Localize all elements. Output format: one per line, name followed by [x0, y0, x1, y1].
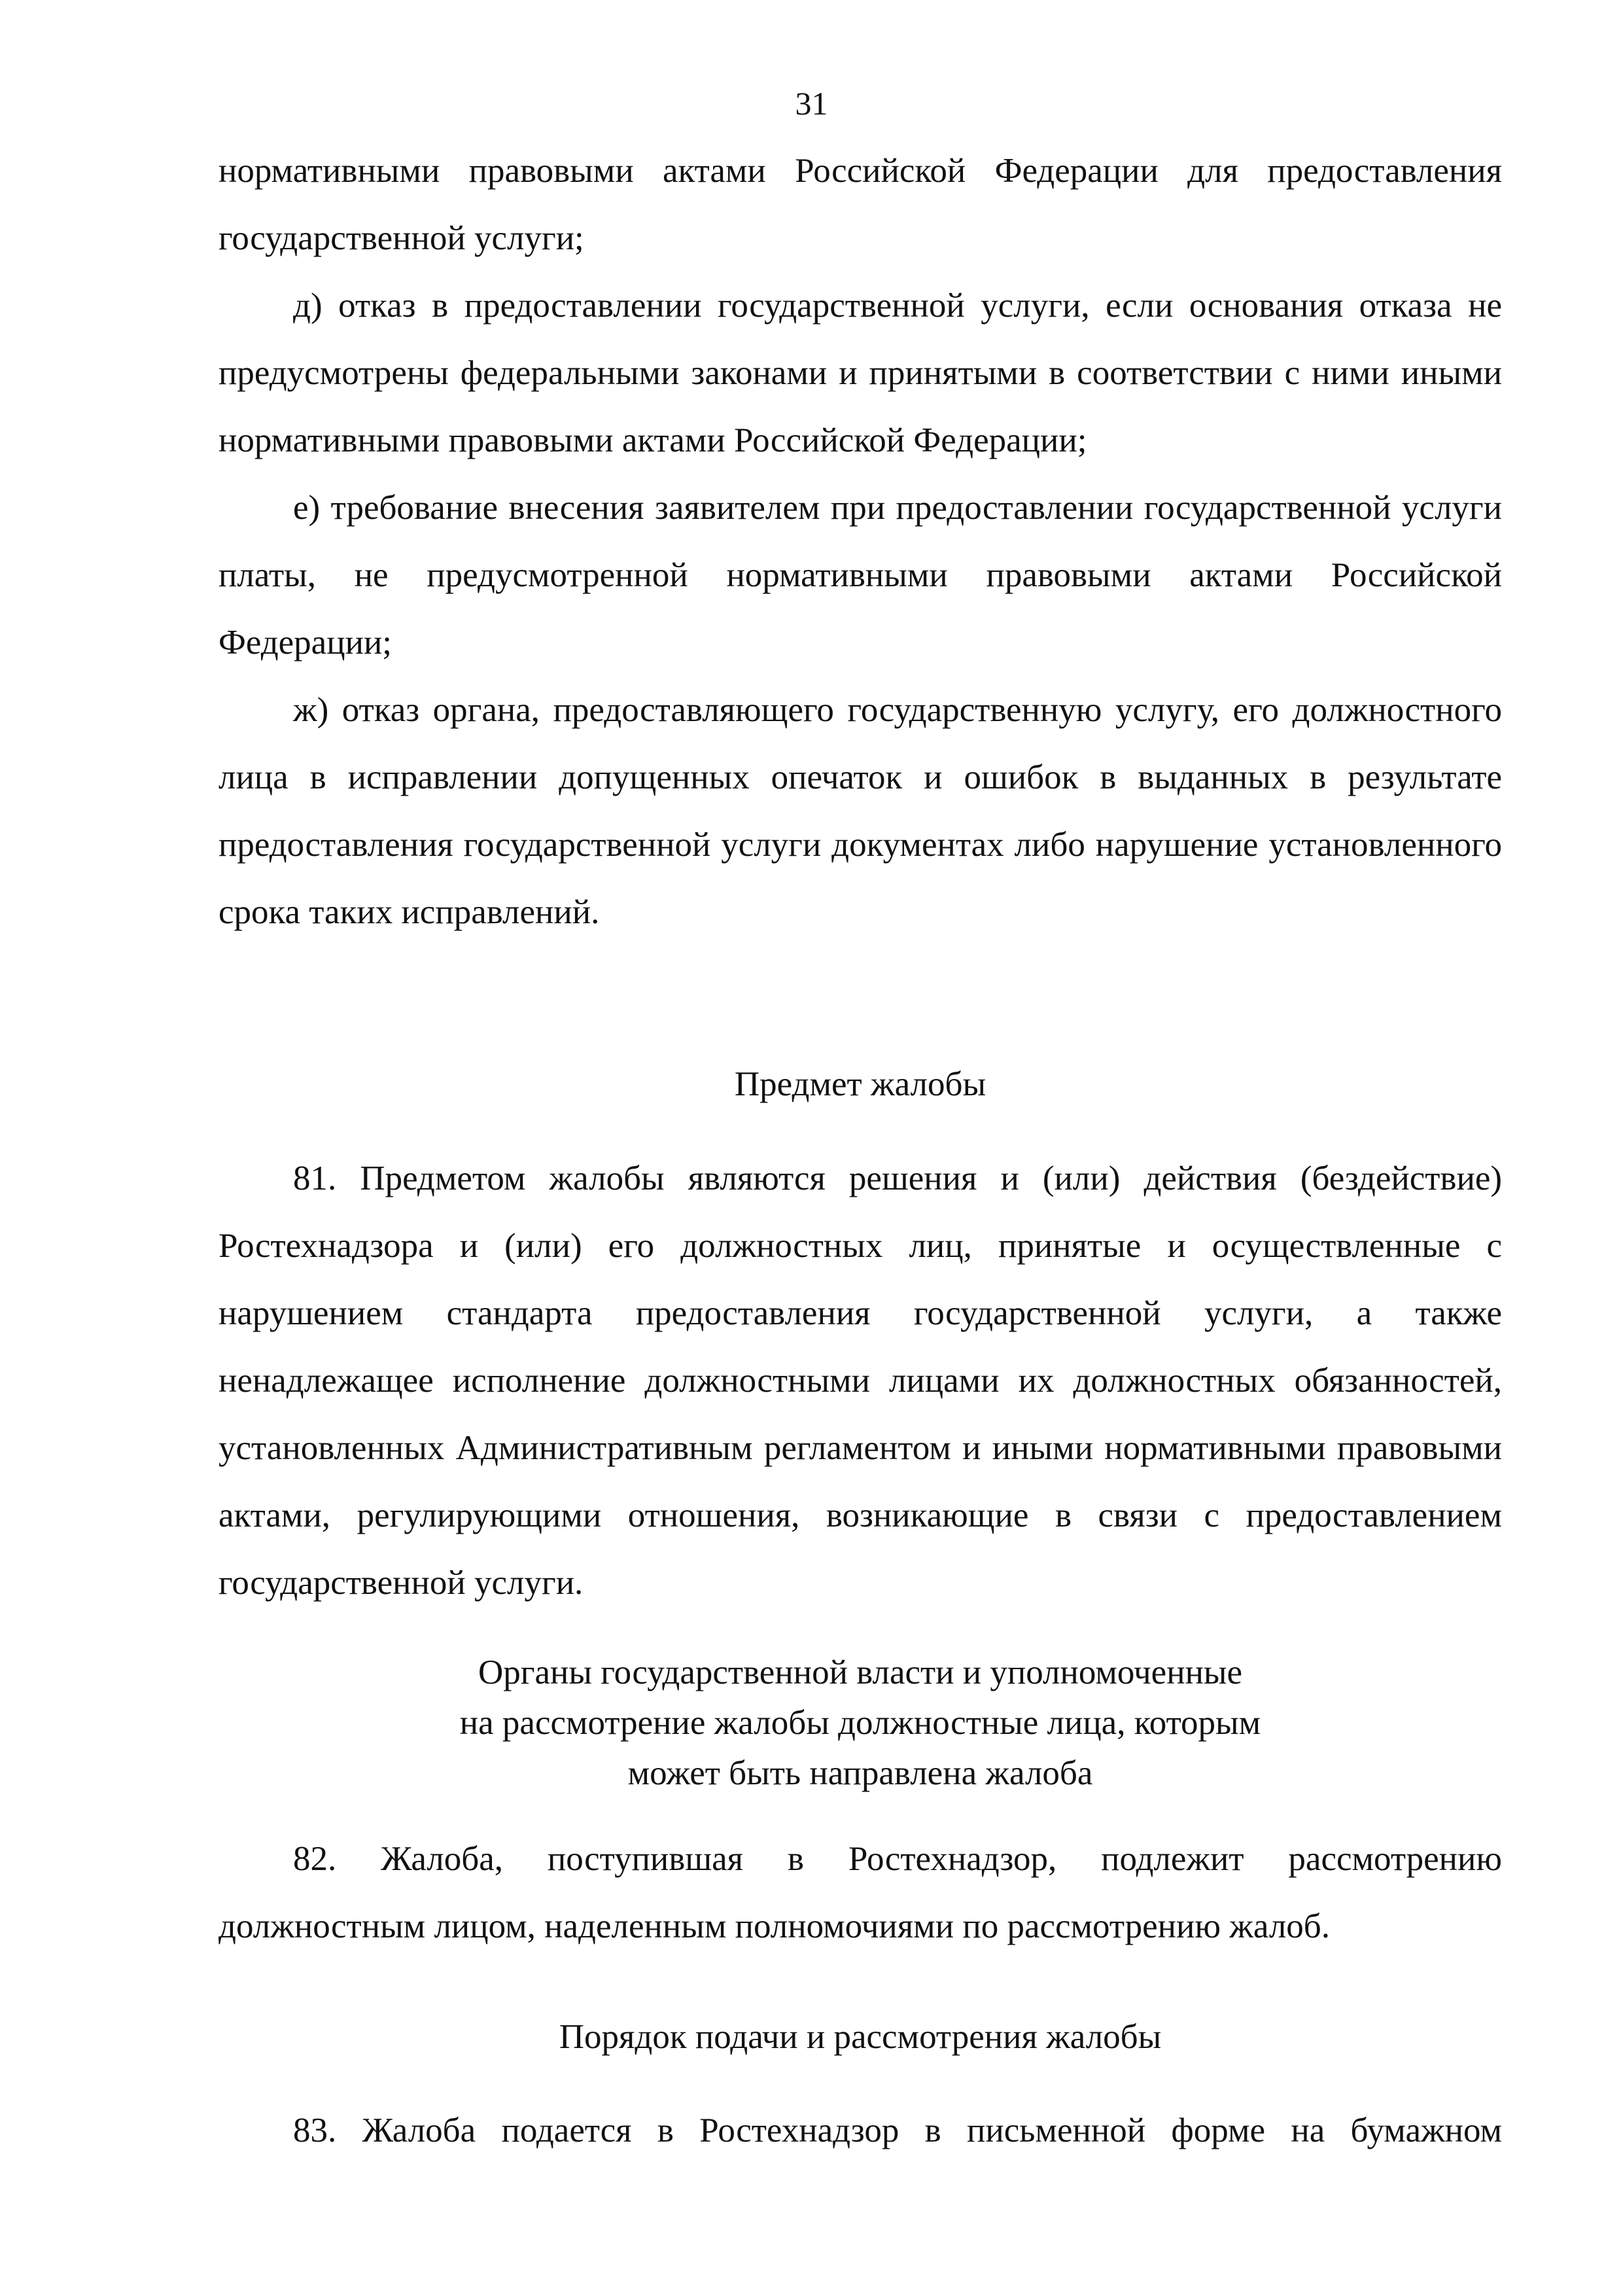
- section-heading-subject: Предмет жалобы: [734, 1065, 986, 1103]
- section-heading-authorities-line-3: может быть направлена жалоба: [627, 1754, 1093, 1792]
- section-authorities: [218, 1648, 1502, 1799]
- section-subject: [218, 1051, 1502, 1118]
- section-subject-body: [218, 1145, 1502, 1617]
- paragraph-81: 81. Предметом жалобы являются решения и (или) действия (бездействие) Ростехнадзора и (или) его должностных лиц, принятые и осуществленные с нарушением стандарта предоставления государственной услуги, а также ненадлежащее исполнение должностными лицами их должностных обязанностей, установленных Административным регламентом и иными нормативными правовыми актами, регулирующими отношения, возникающие в связи с предоставлением государственной услуги.: [218, 1159, 1502, 1602]
- section-heading-procedure: Порядок подачи и рассмотрения жалобы: [559, 2018, 1162, 2056]
- item-d-paragraph: д) отказ в предоставлении государственной услуги, если основания отказа не предусмотрены федеральными законами и принятыми в соответствии с ними иными нормативными правовыми актами Российской Федерации;: [218, 287, 1502, 459]
- item-zh-paragraph: ж) отказ органа, предоставляющего государственную услугу, его должностного лица в исправлении допущенных опечаток и ошибок в выданных в результате предоставления государственной услуги документах либо нарушение установленного срока таких исправлений.: [218, 691, 1502, 931]
- section-procedure: [218, 2004, 1502, 2071]
- section-authorities-body: [218, 1826, 1502, 1960]
- continuation-paragraph: нормативными правовыми актами Российской Федерации для предоставления государственной услуги;: [218, 152, 1502, 257]
- item-e-paragraph: е) требование внесения заявителем при предоставлении государственной услуги платы, не предусмотренной нормативными правовыми актами Российской Федерации;: [218, 489, 1502, 662]
- section-heading-authorities-line-1: Органы государственной власти и уполномоченные: [478, 1653, 1243, 1691]
- paragraph-83: 83. Жалоба подается в Ростехнадзор в письменной форме на бумажном: [293, 2111, 1502, 2149]
- page-number: 31: [795, 85, 828, 122]
- section-heading-authorities-line-2: на рассмотрение жалобы должностные лица, которым: [459, 1704, 1261, 1742]
- section-procedure-body: [218, 2097, 1502, 2164]
- paragraph-82: 82. Жалоба, поступившая в Ростехнадзор, подлежит рассмотрению должностным лицом, наделенным полномочиями по рассмотрению жалоб.: [218, 1840, 1502, 1945]
- top-paragraphs: [218, 137, 1502, 946]
